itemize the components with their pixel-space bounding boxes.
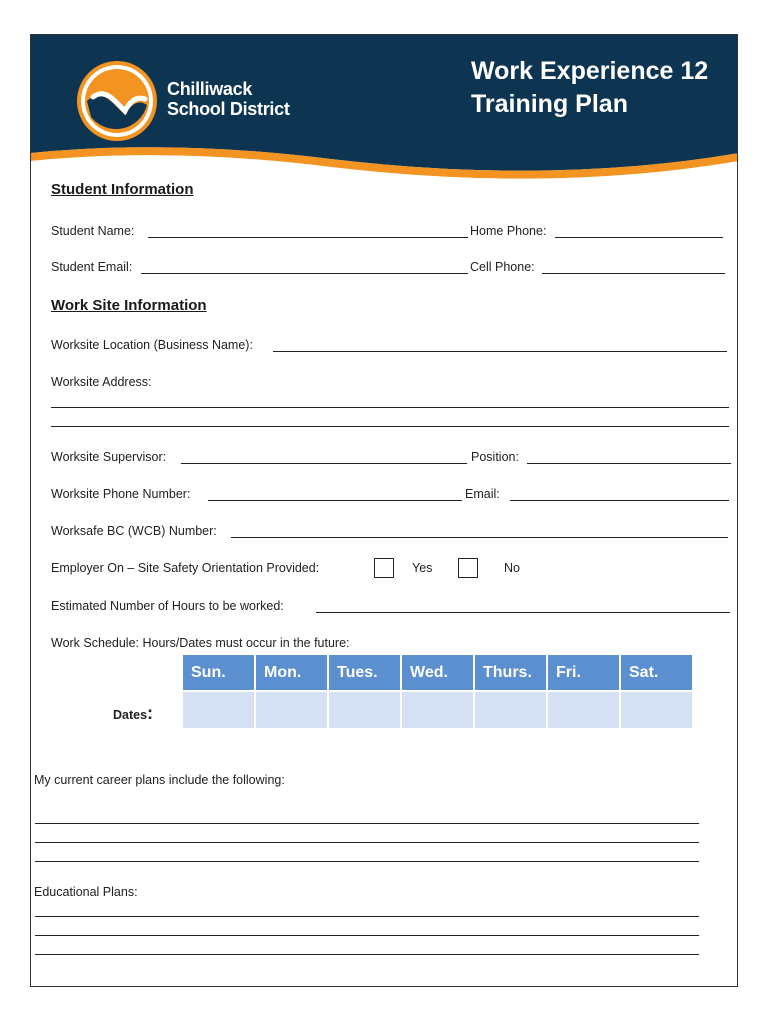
worksite-address-line-2[interactable]: [51, 426, 729, 427]
position-field[interactable]: [527, 463, 731, 464]
dates-label-text: Dates: [113, 708, 148, 722]
position-label: Position:: [471, 450, 519, 464]
schedule-dates-row: [183, 691, 692, 728]
form-page: [30, 34, 738, 987]
student-name-field[interactable]: [148, 237, 468, 238]
header-banner: [31, 35, 738, 180]
worksite-phone-label: Worksite Phone Number:: [51, 487, 191, 501]
no-label: No: [504, 561, 520, 575]
worksite-supervisor-field[interactable]: [181, 463, 467, 464]
logo-line-1: Chilliwack: [167, 79, 253, 99]
day-header-mon: Mon.: [255, 655, 328, 691]
student-name-label: Student Name:: [51, 224, 135, 238]
worksafe-field[interactable]: [231, 537, 728, 538]
district-logo-icon: [75, 59, 159, 143]
day-header-fri: Fri.: [547, 655, 620, 691]
dates-label: [113, 703, 153, 724]
educational-plans-line-1[interactable]: [35, 916, 699, 917]
day-header-thurs: Thurs.: [474, 655, 547, 691]
date-cell-sat[interactable]: [620, 691, 692, 728]
cell-phone-label: Cell Phone:: [470, 260, 535, 274]
district-name: [167, 79, 290, 119]
hours-label: Estimated Number of Hours to be worked:: [51, 599, 284, 613]
student-email-field[interactable]: [141, 273, 468, 274]
email-field[interactable]: [510, 500, 729, 501]
career-plans-line-2[interactable]: [35, 842, 699, 843]
home-phone-field[interactable]: [555, 237, 723, 238]
day-header-sat: Sat.: [620, 655, 692, 691]
date-cell-sun[interactable]: [183, 691, 255, 728]
title-line-2: Training Plan: [471, 90, 628, 118]
worksafe-label: Worksafe BC (WCB) Number:: [51, 524, 217, 538]
yes-label: Yes: [412, 561, 433, 575]
worksite-location-label: Worksite Location (Business Name):: [51, 338, 253, 352]
student-email-label: Student Email:: [51, 260, 133, 274]
day-header-sun: Sun.: [183, 655, 255, 691]
worksite-phone-field[interactable]: [208, 500, 462, 501]
dates-label-colon: :: [147, 703, 154, 723]
worksite-address-line-1[interactable]: [51, 407, 729, 408]
yes-checkbox[interactable]: [374, 558, 394, 578]
educational-plans-label: Educational Plans:: [34, 885, 138, 899]
worksite-supervisor-label: Worksite Supervisor:: [51, 450, 167, 464]
hours-field[interactable]: [316, 612, 730, 613]
career-plans-label: My current career plans include the following:: [34, 773, 285, 787]
worksite-location-field[interactable]: [273, 351, 727, 352]
day-header-tues: Tues.: [328, 655, 401, 691]
date-cell-tues[interactable]: [328, 691, 401, 728]
date-cell-wed[interactable]: [401, 691, 474, 728]
email-label: Email:: [465, 487, 500, 501]
work-site-heading: Work Site Information: [51, 297, 207, 314]
schedule-header-row: [183, 655, 692, 691]
educational-plans-line-3[interactable]: [35, 954, 699, 955]
logo-line-2: School District: [167, 99, 290, 119]
day-header-wed: Wed.: [401, 655, 474, 691]
educational-plans-line-2[interactable]: [35, 935, 699, 936]
date-cell-thurs[interactable]: [474, 691, 547, 728]
career-plans-line-1[interactable]: [35, 823, 699, 824]
student-info-heading: Student Information: [51, 181, 194, 198]
title-line-1: Work Experience 12: [471, 57, 709, 85]
schedule-label: Work Schedule: Hours/Dates must occur in the future:: [51, 636, 350, 650]
form-title: [471, 55, 708, 121]
no-checkbox[interactable]: [458, 558, 478, 578]
worksite-address-label: Worksite Address:: [51, 375, 152, 389]
work-schedule-table: [183, 655, 692, 728]
cell-phone-field[interactable]: [542, 273, 725, 274]
date-cell-mon[interactable]: [255, 691, 328, 728]
home-phone-label: Home Phone:: [470, 224, 547, 238]
orientation-label: Employer On – Site Safety Orientation Provided:: [51, 561, 320, 575]
career-plans-line-3[interactable]: [35, 861, 699, 862]
date-cell-fri[interactable]: [547, 691, 620, 728]
